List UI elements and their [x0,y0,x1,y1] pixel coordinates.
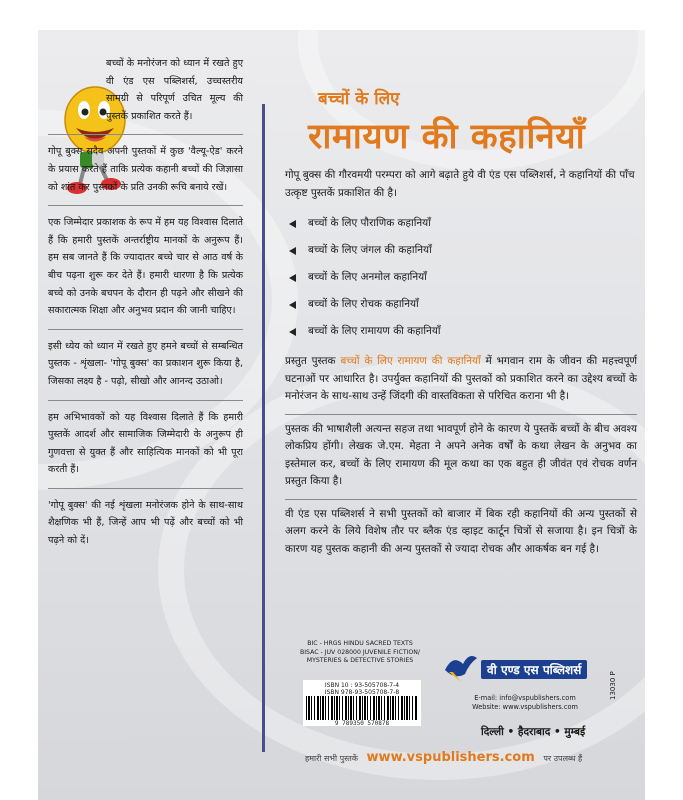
isbn-10: ISBN 10 : 93-505708-7-4 [324,682,400,689]
book-list-item: बच्चों के लिए पौराणिक कहानियाँ [285,210,637,237]
divider-line [48,329,243,330]
left-paragraph: 'गोपू बुक्स' की नई शृंखला मनोरंजक होने के साथ-साथ शैक्षणिक भी हैं, जिन्हें आप भी पढ़ें और बच्चों को भी पढ़ने को दें। [48,499,243,547]
book-list-item: बच्चों के लिए रामायण की कहानियाँ [285,318,637,345]
column-divider [262,104,265,752]
barcode [303,680,421,726]
publisher-website: Website: www.vspublishers.com [472,703,578,711]
divider-line [48,134,243,135]
publisher-logo-icon [443,650,479,684]
bullet-icon [289,247,296,255]
price-code: 13030 P [609,671,617,700]
bullet-icon [289,301,296,309]
left-paragraph: एक जिम्मेदार प्रकाशक के रूप में हम यह विश्वास दिलाते हैं कि हमारी पुस्तकें अन्तर्राष्ट्रीय मानकों के अनुरूप हैं। हम सब जानते हैं कि ज्यादातर बच्चे चार से आठ वर्ष के बीच पढ़ना शुरू कर देते हैं। हमारी धारणा है कि प्रत्येक बच्चे को उनके बचपन के दौरान ही पढ़ने और सीखने की सकारात्मक शिक्षा और अनुभव प्रदान की जानी चाहिए। [48,217,243,317]
divider-line [285,414,637,415]
publisher-email: E-mail: info@vspublishers.com [474,694,576,702]
barcode-digits: 9 789350 570878 [334,720,390,727]
barcode-bars [306,696,418,720]
right-column [285,167,637,566]
bullet-icon [289,328,296,336]
publisher-cities: दिल्ली • हैदराबाद • मुम्बई [481,726,586,738]
right-paragraph: पुस्तक की भाषाशैली अत्यन्त सहज तथा भावपूर्ण होने के कारण ये पुस्तकें बच्चों के बीच अवश्य लोकप्रिय होंगी। लेखक जे.एम. मेहता ने अपने अनेक वर्षों के कथा लेखन के अनुभव का इस्तेमाल कर, बच्चों के लिए रामायण की मूल कथा का एक बहुत ही जीवंत एवं रोचक वर्णन प्रस्तुत किया है। [285,422,637,487]
book-list-item: बच्चों के लिए अनमोल कहानियाँ [285,264,637,291]
left-intro: बच्चों के मनोरंजन को ध्यान में रखते हुए वी एंड एस पब्लिशर्स, उच्चस्तरीय सामग्री से परिपूर्ण उचित मूल्य की पुस्तकें प्रकाशित करते हैं। [106,58,243,122]
bullet-icon [289,274,296,282]
book-list-item: बच्चों के लिए जंगल की कहानियाँ [285,237,637,264]
highlighted-title: बच्चों के लिए रामायण की कहानियाँ [340,355,481,367]
divider-line [48,400,243,401]
right-paragraph: वी एंड एस पब्लिशर्स ने सभी पुस्तकों को बाजार में बिक रही कहानियों की अन्य पुस्तकों से अलग करने के लिये विशेष तौर पर ब्लैक एंड व्हाइट कार्टून चित्रों से सजाया है। इन चित्रों के कारण यह पुस्तक कहानी की अन्य पुस्तकों से ज्यादा रोचक और आकर्षक बन गई है। [285,507,637,555]
left-column [48,55,243,559]
publisher-name: वी एण्ड एस पब्लिशर्स [481,660,587,679]
bottom-section [285,640,640,780]
divider-line [48,205,243,206]
publisher-contact [450,694,600,712]
book-list [285,210,637,345]
footer-website-link[interactable]: www.vspublishers.com [366,750,535,765]
title-small: बच्चों के लिए [318,89,400,109]
right-intro: गोपू बुक्स की गौरवमयी परम्परा को आगे बढ़ाते हुये वी एंड एस पब्लिशर्स, ने कहानियों की पाँच उत्कृष्ट पुस्तकें प्रकाशित की है। [285,169,635,199]
isbn-13: ISBN 978-93-505708-7-8 [324,689,400,696]
divider-line [285,499,637,500]
divider-line [48,488,243,489]
book-title: रामायण की कहानियाँ [308,117,586,157]
footer-line: हमारी सभी पुस्तकें www.vspublishers.com पर उपलब्ध हैं [305,750,583,765]
bullet-icon [289,220,296,228]
classification-codes: BIC - HRGS HINDU SACRED TEXTS BISAC - JUV 028000 JUVENILE FICTION/ MYSTERIES & DETECTIVE STORIES [299,640,421,665]
book-list-item: बच्चों के लिए रोचक कहानियाँ [285,291,637,318]
left-paragraph: गोपू बुक्स सदैव अपनी पुस्तकों में कुछ 'वैल्यू-ऐड' करने के प्रयास करते हैं ताकि प्रत्येक कहानी बच्चों की जिज्ञासा को शांत कर पुस्तकों के प्रति उनकी रूचि बनाये रखें। [48,146,243,193]
left-paragraph: इसी ध्येय को ध्यान में रखते हुए हमने बच्चों से सम्बन्धित पुस्तक - शृंखला- 'गोपू बुक्स' का प्रकाशन शुरू किया है, जिसका लक्ष्य है - पढ़ो, सीखो और आनन्द उठाओ। [48,340,243,387]
right-paragraph: प्रस्तुत पुस्तक बच्चों के लिए रामायण की कहानियाँ में भगवान राम के जीवन की महत्त्वपूर्ण घटनाओं पर आधारित है। उपर्युक्त कहानियों की पुस्तकों को प्रकाशित करने का उद्देश्य बच्चों के मनोरंजन के साथ-साथ उन्हें जिंदगी की वास्तविकता से परिचित कराना भी है। [285,355,637,402]
left-paragraph: हम अभिभावकों को यह विश्वास दिलाते हैं कि हमारी पुस्तकें आदर्श और सामाजिक जिम्मेदारी के अनुरूप ही गुणवत्ता से युक्त हैं और साहित्यिक मानकों को भी पूरा करती हैं। [48,411,243,476]
